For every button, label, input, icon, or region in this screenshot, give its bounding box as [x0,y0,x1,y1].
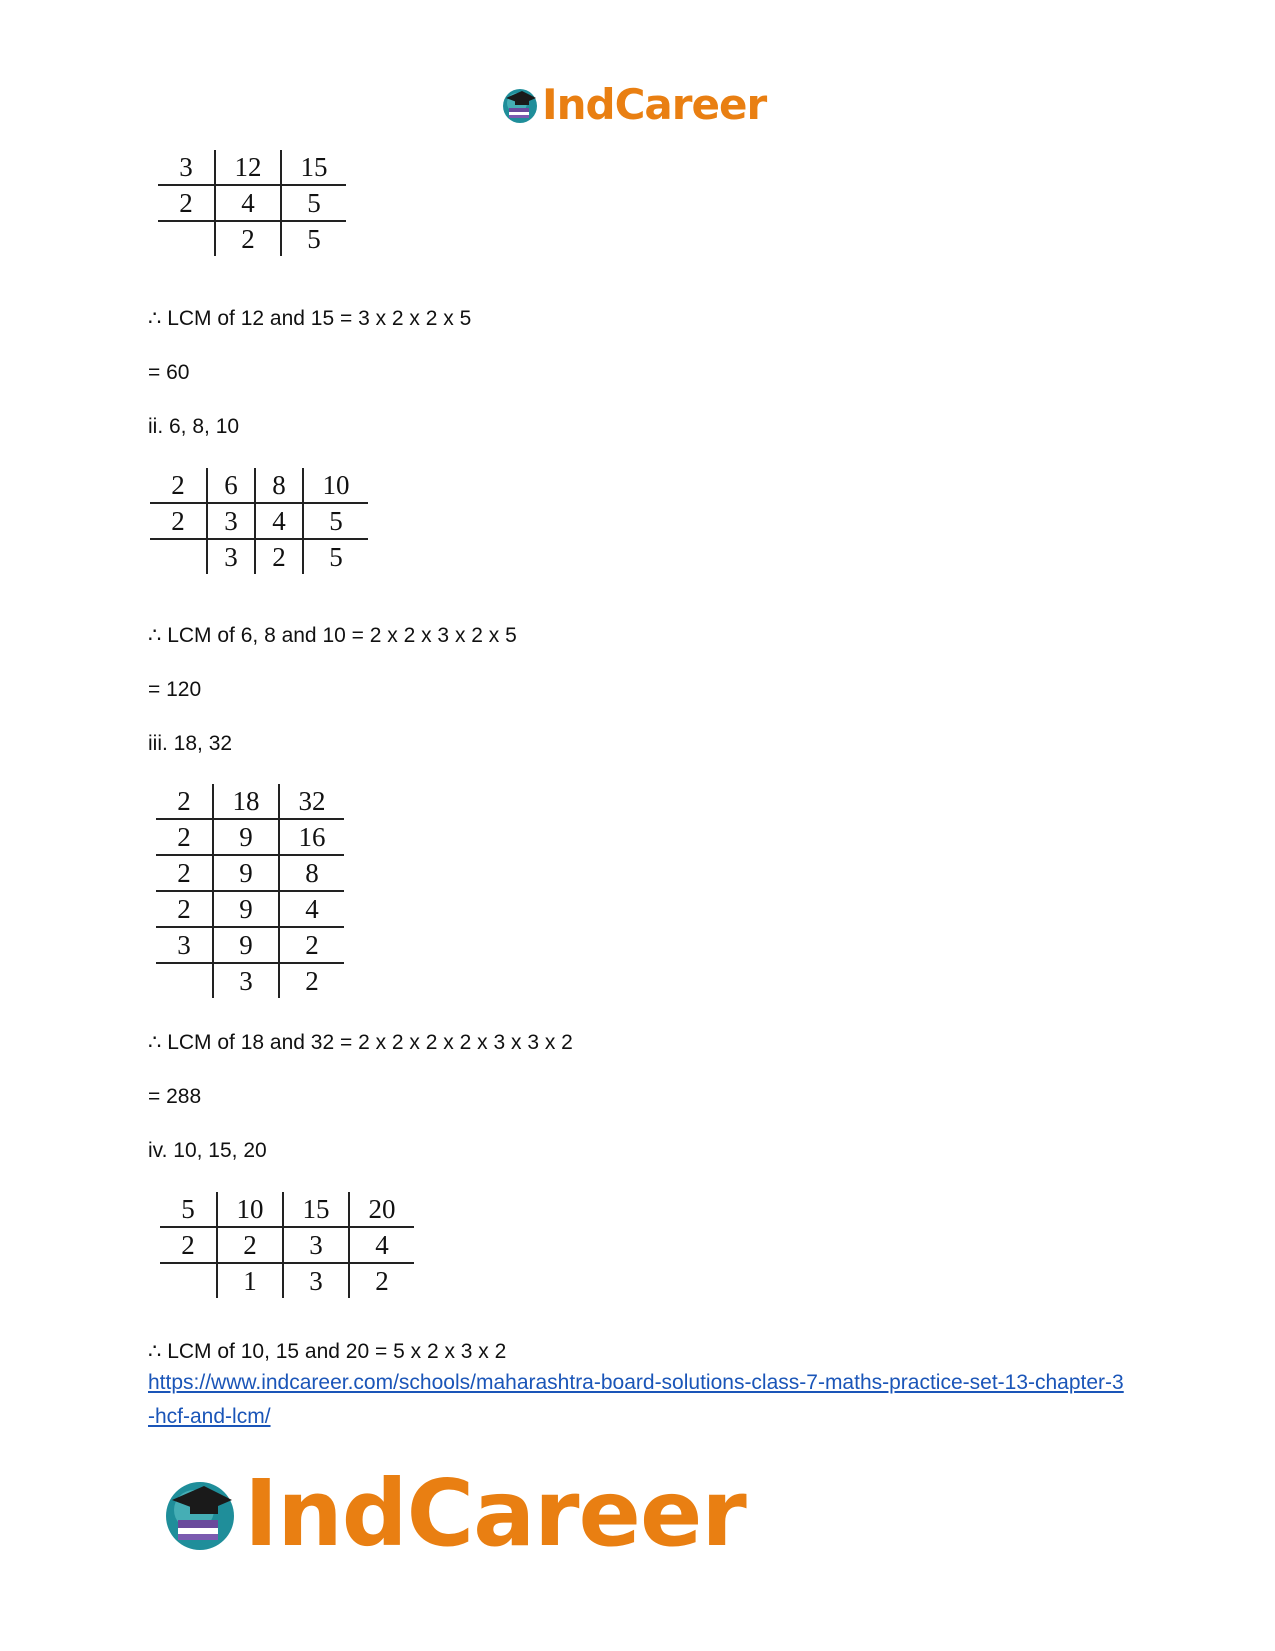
value-cell: 8 [255,468,303,503]
table-row [156,891,344,927]
divisor-cell [150,539,207,574]
table-row [160,1227,414,1263]
value-cell: 2 [217,1227,283,1263]
value-cell: 2 [279,963,344,998]
value-cell: 9 [213,891,279,927]
graduation-cap-globe-icon [160,1474,240,1554]
value-cell: 2 [349,1263,414,1298]
divisor-cell: 2 [150,503,207,539]
value-cell: 4 [279,891,344,927]
value-cell: 18 [213,784,279,819]
source-url-link[interactable]: https://www.indcareer.com/schools/maharashtra-board-solutions-class-7-maths-practice-set-13-chapter-3-hcf-and-lcm/ [148,1371,1124,1428]
division-table-12-15 [158,150,346,256]
divisor-cell [160,1263,217,1298]
value-cell: 15 [283,1192,349,1227]
value-cell: 3 [283,1263,349,1298]
divisor-cell: 2 [150,468,207,503]
result-line: ∴ LCM of 12 and 15 = 3 x 2 x 2 x 5 [148,307,472,330]
value-cell: 8 [279,855,344,891]
divisor-cell: 2 [156,819,213,855]
value-cell: 4 [349,1227,414,1263]
answer-line: = 288 [148,1085,202,1108]
table-row [158,185,346,221]
table-row [158,221,346,256]
division-table-18-32 [156,784,344,998]
value-cell: 6 [207,468,255,503]
value-cell: 4 [255,503,303,539]
answer-line: = 60 [148,361,190,384]
divisor-cell [158,221,215,256]
value-cell: 12 [215,150,281,185]
value-cell: 20 [349,1192,414,1227]
table-row [156,855,344,891]
divisor-cell: 3 [156,927,213,963]
value-cell: 3 [207,539,255,574]
divisor-cell: 5 [160,1192,217,1227]
value-cell: 9 [213,855,279,891]
result-line: ∴ LCM of 10, 15 and 20 = 5 x 2 x 3 x 2 [148,1340,507,1363]
table-row [150,468,368,503]
answer-line: = 120 [148,678,202,701]
table-row [156,963,344,998]
table-row [158,150,346,185]
value-cell: 1 [217,1263,283,1298]
value-cell: 4 [215,185,281,221]
value-cell: 3 [283,1227,349,1263]
footer-logo [160,1460,746,1567]
divisor-cell: 2 [160,1227,217,1263]
result-line: ∴ LCM of 6, 8 and 10 = 2 x 2 x 3 x 2 x 5 [148,624,517,647]
table-row [160,1263,414,1298]
divisor-cell [156,963,213,998]
table-row [156,784,344,819]
value-cell: 3 [207,503,255,539]
value-cell: 10 [217,1192,283,1227]
value-cell: 10 [303,468,368,503]
divisor-cell: 2 [156,891,213,927]
header-logo [500,80,766,129]
value-cell: 9 [213,927,279,963]
result-line: ∴ LCM of 18 and 32 = 2 x 2 x 2 x 2 x 3 x 3 x 2 [148,1031,573,1054]
value-cell: 9 [213,819,279,855]
value-cell: 5 [281,221,346,256]
value-cell: 32 [279,784,344,819]
value-cell: 16 [279,819,344,855]
value-cell: 5 [281,185,346,221]
table-row [150,539,368,574]
divisor-cell: 2 [158,185,215,221]
divisor-cell: 3 [158,150,215,185]
table-row [160,1192,414,1227]
logo-text: IndCareer [244,1460,746,1567]
value-cell: 15 [281,150,346,185]
logo-text: IndCareer [542,80,767,129]
table-row [150,503,368,539]
question-heading: ii. 6, 8, 10 [148,415,240,438]
graduation-cap-globe-icon [500,85,540,125]
division-table-6-8-10 [150,468,368,574]
question-heading: iv. 10, 15, 20 [148,1139,267,1162]
table-row [156,927,344,963]
divisor-cell: 2 [156,784,213,819]
question-heading: iii. 18, 32 [148,732,233,755]
value-cell: 2 [279,927,344,963]
value-cell: 2 [255,539,303,574]
table-row [156,819,344,855]
value-cell: 2 [215,221,281,256]
divisor-cell: 2 [156,855,213,891]
value-cell: 5 [303,503,368,539]
division-table-10-15-20 [160,1192,414,1298]
value-cell: 5 [303,539,368,574]
value-cell: 3 [213,963,279,998]
